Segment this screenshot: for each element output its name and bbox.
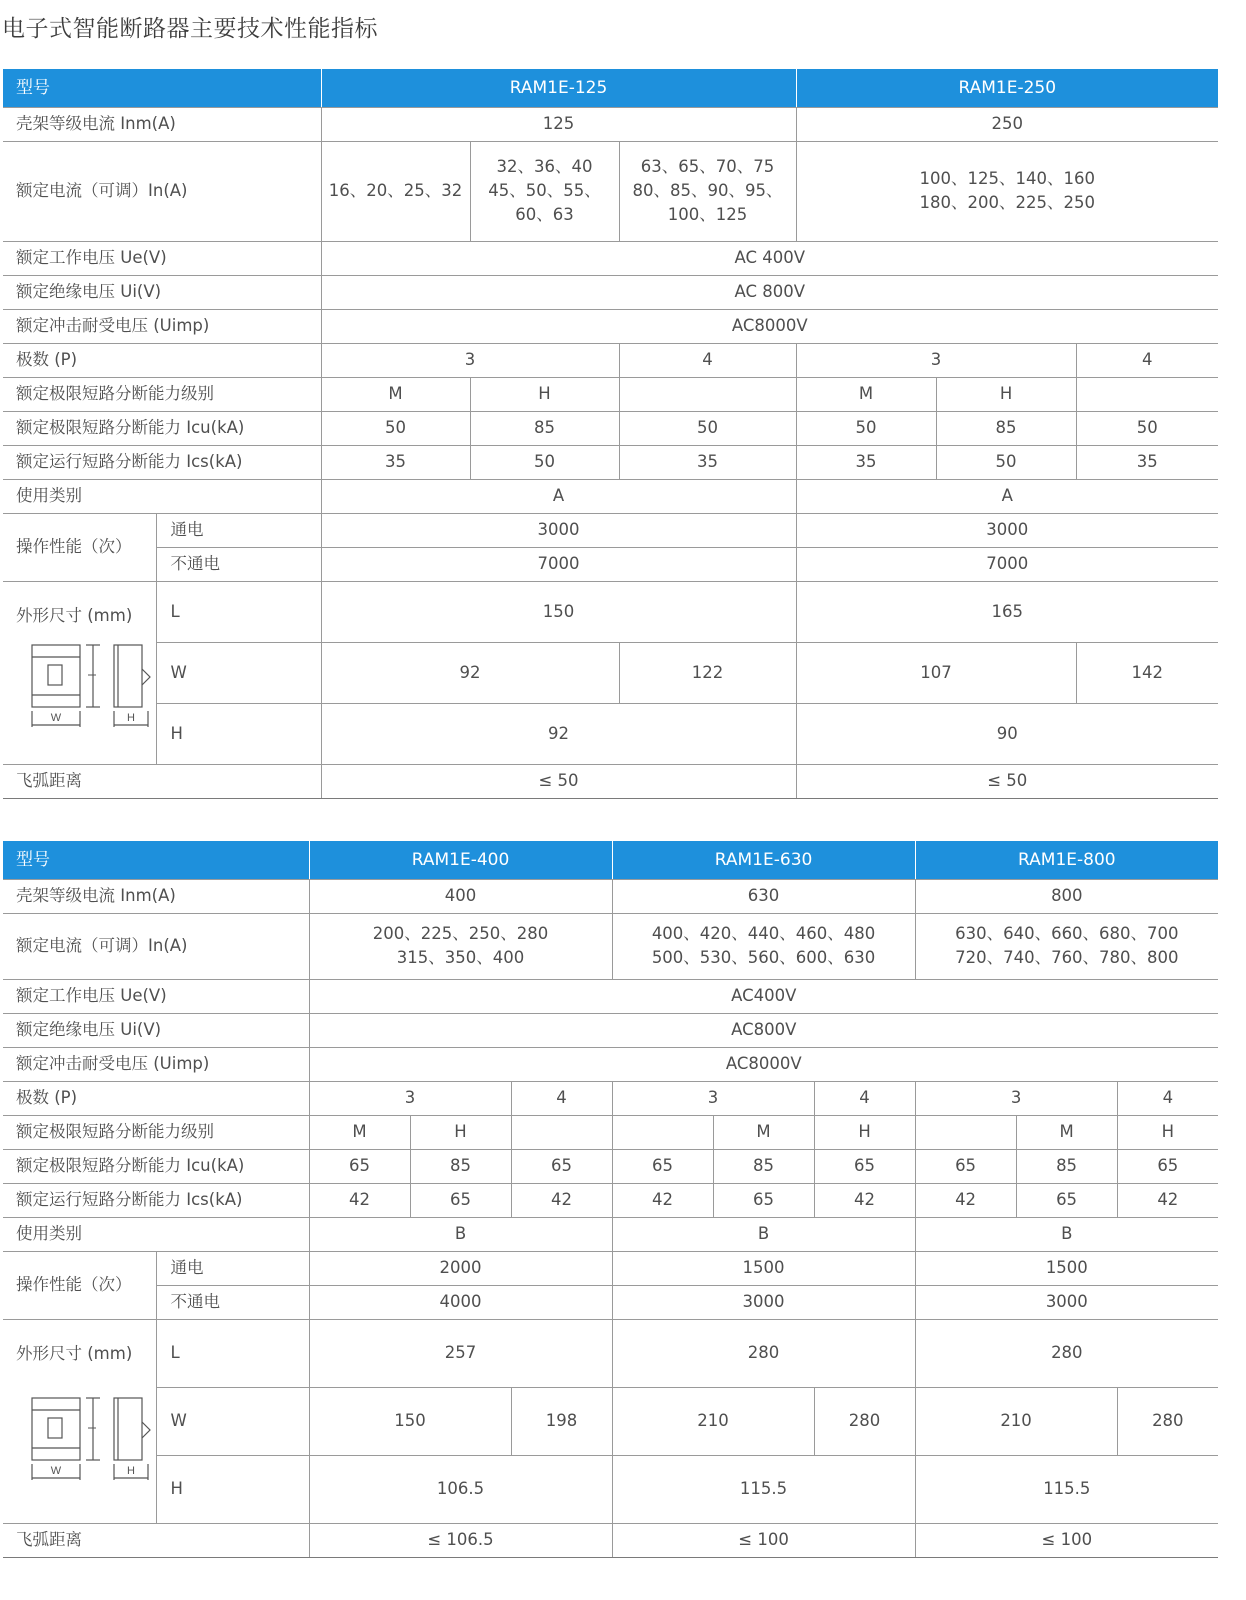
dimensions-cell bbox=[3, 581, 156, 764]
cell-value: 257 bbox=[309, 1319, 612, 1387]
row-label: 极数 (P) bbox=[3, 1081, 309, 1115]
cell-value: 42 bbox=[511, 1183, 612, 1217]
fig-h-label: H bbox=[127, 1464, 135, 1477]
frame-current-row bbox=[3, 107, 1218, 141]
cell-value: AC 400V bbox=[321, 241, 1218, 275]
cell-value: 115.5 bbox=[612, 1455, 915, 1523]
sub-label: 通电 bbox=[156, 1251, 309, 1285]
row-label: 极数 (P) bbox=[3, 343, 321, 377]
ics-row bbox=[3, 1183, 1218, 1217]
cell-value: A bbox=[321, 479, 796, 513]
cell-value bbox=[619, 377, 796, 411]
operation-row bbox=[3, 1251, 1218, 1285]
cell-value: 4 bbox=[511, 1081, 612, 1115]
dim-h-row bbox=[3, 703, 1218, 764]
uimp-row bbox=[3, 309, 1218, 343]
sub-label: L bbox=[156, 581, 321, 642]
dim-h-row bbox=[3, 1455, 1218, 1523]
sub-label: W bbox=[156, 1387, 309, 1455]
cell-value: 42 bbox=[915, 1183, 1016, 1217]
cell-value: 42 bbox=[612, 1183, 713, 1217]
cell-value: AC8000V bbox=[309, 1047, 1218, 1081]
cell-value: 3 bbox=[915, 1081, 1117, 1115]
value-line: 63、65、70、75 bbox=[640, 157, 775, 176]
model-name: RAM1E-125 bbox=[321, 69, 796, 107]
cell-value: 3 bbox=[612, 1081, 814, 1115]
cell-value: 150 bbox=[321, 581, 796, 642]
cell-value: 92 bbox=[321, 642, 619, 703]
row-label: 额定工作电压 Ue(V) bbox=[3, 241, 321, 275]
cell-value: 800 bbox=[915, 879, 1218, 913]
cell-value: 125 bbox=[321, 107, 796, 141]
dim-l-row bbox=[3, 1319, 1218, 1387]
cell-value: 35 bbox=[321, 445, 470, 479]
cell-value: 115.5 bbox=[915, 1455, 1218, 1523]
cell-value: 3 bbox=[321, 343, 619, 377]
cell-value: B bbox=[309, 1217, 612, 1251]
cell-value: 50 bbox=[796, 411, 936, 445]
fig-w-label: W bbox=[50, 1464, 62, 1477]
operation-row bbox=[3, 547, 1218, 581]
cell-value bbox=[915, 913, 1218, 979]
cell-value: 280 bbox=[612, 1319, 915, 1387]
row-label: 飞弧距离 bbox=[3, 1523, 309, 1557]
fig-h-label: H bbox=[127, 711, 135, 724]
cell-value bbox=[619, 141, 796, 241]
dim-l-row bbox=[3, 581, 1218, 642]
cell-value: 4 bbox=[1076, 343, 1218, 377]
operation-row bbox=[3, 1285, 1218, 1319]
cell-value: 150 bbox=[309, 1387, 511, 1455]
icu-row bbox=[3, 1149, 1218, 1183]
cell-value: 42 bbox=[814, 1183, 915, 1217]
arc-row bbox=[3, 764, 1218, 798]
row-label: 额定极限短路分断能力级别 bbox=[3, 1115, 309, 1149]
cell-value: A bbox=[796, 479, 1218, 513]
cell-value: 3 bbox=[309, 1081, 511, 1115]
row-label: 操作性能（次） bbox=[3, 513, 156, 581]
row-label: 额定绝缘电压 Ui(V) bbox=[3, 1013, 309, 1047]
cell-value: 400 bbox=[309, 879, 612, 913]
cell-value: 65 bbox=[410, 1183, 511, 1217]
icu-row bbox=[3, 411, 1218, 445]
cell-value: 65 bbox=[1016, 1183, 1117, 1217]
row-label: 额定电流（可调）In(A) bbox=[3, 141, 321, 241]
sub-label: H bbox=[156, 703, 321, 764]
cell-value: M bbox=[713, 1115, 814, 1149]
cell-value bbox=[612, 913, 915, 979]
cell-value: 3000 bbox=[915, 1285, 1218, 1319]
cell-value: 50 bbox=[619, 411, 796, 445]
cell-value: 50 bbox=[1076, 411, 1218, 445]
sub-label: H bbox=[156, 1455, 309, 1523]
cell-value: 106.5 bbox=[309, 1455, 612, 1523]
row-label: 外形尺寸 (mm) bbox=[16, 1343, 133, 1363]
cell-value: H bbox=[470, 377, 619, 411]
cell-value: B bbox=[915, 1217, 1218, 1251]
header-row bbox=[3, 69, 1218, 107]
cell-value: B bbox=[612, 1217, 915, 1251]
row-label: 额定运行短路分断能力 Ics(kA) bbox=[3, 1183, 309, 1217]
cell-value: AC8000V bbox=[321, 309, 1218, 343]
poles-row bbox=[3, 343, 1218, 377]
cell-value: H bbox=[814, 1115, 915, 1149]
row-label: 额定极限短路分断能力 Icu(kA) bbox=[3, 1149, 309, 1183]
dimension-diagram-icon bbox=[30, 1396, 156, 1491]
category-row bbox=[3, 1217, 1218, 1251]
cell-value: 35 bbox=[619, 445, 796, 479]
sub-label: W bbox=[156, 642, 321, 703]
cell-value: 165 bbox=[796, 581, 1218, 642]
frame-current-row bbox=[3, 879, 1218, 913]
row-label: 额定极限短路分断能力 Icu(kA) bbox=[3, 411, 321, 445]
uimp-row bbox=[3, 1047, 1218, 1081]
breaking-level-row bbox=[3, 377, 1218, 411]
value-line: 400、420、440、460、480 bbox=[651, 924, 876, 943]
dim-w-row bbox=[3, 642, 1218, 703]
cell-value: 90 bbox=[796, 703, 1218, 764]
value-line: 100、125 bbox=[667, 205, 748, 224]
cell-value: 85 bbox=[1016, 1149, 1117, 1183]
dimension-diagram-icon bbox=[30, 643, 156, 738]
cell-value: 3000 bbox=[612, 1285, 915, 1319]
model-name: RAM1E-800 bbox=[915, 841, 1218, 879]
cell-value: 107 bbox=[796, 642, 1076, 703]
cell-value: 280 bbox=[915, 1319, 1218, 1387]
row-label: 操作性能（次） bbox=[3, 1251, 156, 1319]
row-label: 额定工作电压 Ue(V) bbox=[3, 979, 309, 1013]
sub-label: 通电 bbox=[156, 513, 321, 547]
value-line: 80、85、90、95、 bbox=[632, 181, 783, 200]
cell-value: 50 bbox=[321, 411, 470, 445]
cell-value: 85 bbox=[713, 1149, 814, 1183]
cell-value: 65 bbox=[915, 1149, 1016, 1183]
cell-value: 3000 bbox=[321, 513, 796, 547]
cell-value: 85 bbox=[470, 411, 619, 445]
cell-value: 210 bbox=[915, 1387, 1117, 1455]
dimensions-cell bbox=[3, 1319, 156, 1523]
cell-value: M bbox=[321, 377, 470, 411]
cell-value: H bbox=[410, 1115, 511, 1149]
cell-value: 50 bbox=[470, 445, 619, 479]
cell-value: 1500 bbox=[915, 1251, 1218, 1285]
cell-value: 630 bbox=[612, 879, 915, 913]
row-label: 飞弧距离 bbox=[3, 764, 321, 798]
cell-value: AC 800V bbox=[321, 275, 1218, 309]
sub-label: 不通电 bbox=[156, 1285, 309, 1319]
cell-value bbox=[612, 1115, 713, 1149]
value-line: 720、740、760、780、800 bbox=[955, 948, 1179, 967]
cell-value: 65 bbox=[612, 1149, 713, 1183]
breaking-level-row bbox=[3, 1115, 1218, 1149]
rated-current-row bbox=[3, 913, 1218, 979]
cell-value: ≤ 100 bbox=[915, 1523, 1218, 1557]
cell-value: 16、20、25、32 bbox=[321, 141, 470, 241]
ue-row bbox=[3, 241, 1218, 275]
rated-current-row bbox=[3, 141, 1218, 241]
cell-value: 65 bbox=[1117, 1149, 1218, 1183]
cell-value: ≤ 50 bbox=[321, 764, 796, 798]
row-label: 额定冲击耐受电压 (Uimp) bbox=[3, 309, 321, 343]
cell-value bbox=[470, 141, 619, 241]
cell-value: ≤ 100 bbox=[612, 1523, 915, 1557]
page-title: 电子式智能断路器主要技术性能指标 bbox=[2, 16, 378, 42]
header-row bbox=[3, 841, 1218, 879]
model-name: RAM1E-400 bbox=[309, 841, 612, 879]
cell-value: AC400V bbox=[309, 979, 1218, 1013]
cell-value bbox=[1076, 377, 1218, 411]
row-label: 外形尺寸 (mm) bbox=[16, 605, 133, 625]
row-label: 额定极限短路分断能力级别 bbox=[3, 377, 321, 411]
cell-value: M bbox=[796, 377, 936, 411]
value-line: 180、200、225、250 bbox=[919, 193, 1096, 212]
cell-value: 65 bbox=[309, 1149, 410, 1183]
spec-table-1 bbox=[3, 69, 1218, 799]
cell-value: ≤ 50 bbox=[796, 764, 1218, 798]
cell-value: 65 bbox=[713, 1183, 814, 1217]
row-label: 使用类别 bbox=[3, 479, 321, 513]
row-label: 额定电流（可调）In(A) bbox=[3, 913, 309, 979]
cell-value: 65 bbox=[511, 1149, 612, 1183]
value-line: 100、125、140、160 bbox=[919, 169, 1096, 188]
cell-value: 3 bbox=[796, 343, 1076, 377]
arc-row bbox=[3, 1523, 1218, 1557]
value-line: 60、63 bbox=[515, 205, 574, 224]
row-label: 额定运行短路分断能力 Ics(kA) bbox=[3, 445, 321, 479]
cell-value: 85 bbox=[936, 411, 1076, 445]
cell-value: 42 bbox=[1117, 1183, 1218, 1217]
cell-value: 7000 bbox=[796, 547, 1218, 581]
cell-value: 250 bbox=[796, 107, 1218, 141]
cell-value: 1500 bbox=[612, 1251, 915, 1285]
cell-value: 210 bbox=[612, 1387, 814, 1455]
cell-value: ≤ 106.5 bbox=[309, 1523, 612, 1557]
sub-label: L bbox=[156, 1319, 309, 1387]
category-row bbox=[3, 479, 1218, 513]
value-line: 500、530、560、600、630 bbox=[651, 948, 876, 967]
cell-value: 35 bbox=[796, 445, 936, 479]
cell-value: 280 bbox=[814, 1387, 915, 1455]
cell-value bbox=[796, 141, 1218, 241]
cell-value: 85 bbox=[410, 1149, 511, 1183]
ui-row bbox=[3, 275, 1218, 309]
cell-value: AC800V bbox=[309, 1013, 1218, 1047]
cell-value: M bbox=[309, 1115, 410, 1149]
value-line: 630、640、660、680、700 bbox=[955, 924, 1179, 943]
operation-row bbox=[3, 513, 1218, 547]
row-label: 壳架等级电流 Inm(A) bbox=[3, 879, 309, 913]
cell-value: H bbox=[936, 377, 1076, 411]
row-label: 使用类别 bbox=[3, 1217, 309, 1251]
value-line: 315、350、400 bbox=[396, 948, 525, 967]
cell-value: 50 bbox=[936, 445, 1076, 479]
cell-value: 4 bbox=[619, 343, 796, 377]
fig-w-label: W bbox=[50, 711, 62, 724]
model-label: 型号 bbox=[3, 841, 309, 879]
spec-table-2 bbox=[3, 841, 1218, 1558]
cell-value: 4000 bbox=[309, 1285, 612, 1319]
value-line: 32、36、40 bbox=[496, 157, 593, 176]
cell-value: 122 bbox=[619, 642, 796, 703]
sub-label: 不通电 bbox=[156, 547, 321, 581]
cell-value: 198 bbox=[511, 1387, 612, 1455]
cell-value: H bbox=[1117, 1115, 1218, 1149]
ui-row bbox=[3, 1013, 1218, 1047]
cell-value: M bbox=[1016, 1115, 1117, 1149]
ics-row bbox=[3, 445, 1218, 479]
row-label: 壳架等级电流 Inm(A) bbox=[3, 107, 321, 141]
cell-value: 142 bbox=[1076, 642, 1218, 703]
row-label: 额定绝缘电压 Ui(V) bbox=[3, 275, 321, 309]
model-label: 型号 bbox=[3, 69, 321, 107]
cell-value bbox=[511, 1115, 612, 1149]
model-name: RAM1E-250 bbox=[796, 69, 1218, 107]
value-line: 45、50、55、 bbox=[488, 181, 601, 200]
cell-value: 42 bbox=[309, 1183, 410, 1217]
cell-value: 4 bbox=[814, 1081, 915, 1115]
dim-w-row bbox=[3, 1387, 1218, 1455]
model-name: RAM1E-630 bbox=[612, 841, 915, 879]
cell-value: 92 bbox=[321, 703, 796, 764]
ue-row bbox=[3, 979, 1218, 1013]
cell-value bbox=[309, 913, 612, 979]
cell-value: 65 bbox=[814, 1149, 915, 1183]
cell-value: 35 bbox=[1076, 445, 1218, 479]
value-line: 200、225、250、280 bbox=[372, 924, 549, 943]
cell-value: 4 bbox=[1117, 1081, 1218, 1115]
poles-row bbox=[3, 1081, 1218, 1115]
cell-value: 7000 bbox=[321, 547, 796, 581]
cell-value: 2000 bbox=[309, 1251, 612, 1285]
cell-value: 3000 bbox=[796, 513, 1218, 547]
row-label: 额定冲击耐受电压 (Uimp) bbox=[3, 1047, 309, 1081]
cell-value bbox=[915, 1115, 1016, 1149]
cell-value: 280 bbox=[1117, 1387, 1218, 1455]
